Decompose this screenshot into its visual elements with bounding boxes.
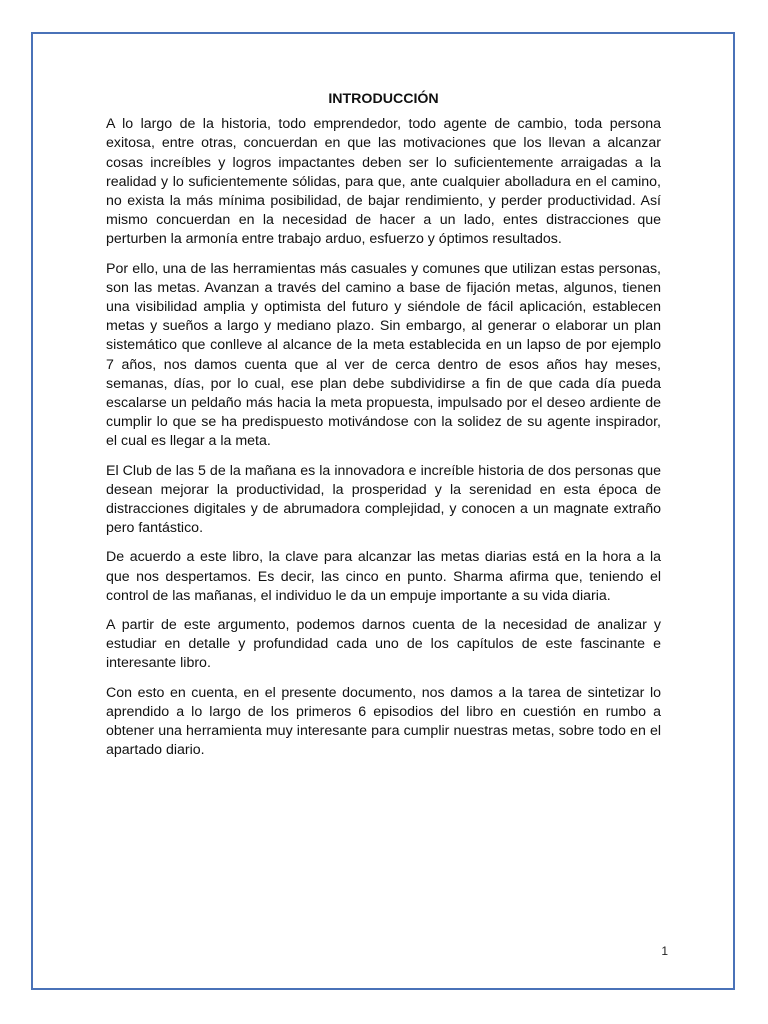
paragraph-2: Por ello, una de las herramientas más casuales y comunes que utilizan estas personas, son las metas. Avanzan a través del camino a base de fijación metas, algunos, tienen una visibilidad amplia y optimista del futuro y siéndole de fácil aplicación, establecen metas y sueños a largo y mediano plazo. Sin embargo, al generar o elaborar un plan sistemático que conlleve al alcance de la meta establecida en un lapso de por ejemplo 7 años, nos damos cuenta que al ver de cerca dentro de esos años hay meses, semanas, días, por lo cual, ese plan debe subdividirse a fin de que cada día pueda escalarse un peldaño más hacia la meta propuesta, impulsado por el deseo ardiente de cumplir lo que se ha predispuesto motivándose con la solidez de su agente inspirador, el cual es llegar a la meta. [106,260,661,450]
paragraph-4: De acuerdo a este libro, la clave para alcanzar las metas diarias está en la hora a la que nos despertamos. Es decir, las cinco en punto. Sharma afirma que, teniendo el control de las mañanas, el individuo le da un empuje importante a su vida diaria. [106,549,661,604]
document-body [106,90,661,771]
paragraph-6: Con esto en cuenta, en el presente documento, nos damos a la tarea de sintetizar lo aprendido a lo largo de los primeros 6 episodios del libro en cuestión en rumbo a obtener una herramienta muy interesante para cumplir nuestras metas, sobre todo en el apartado diario. [106,684,661,759]
paragraph-3: El Club de las 5 de la mañana es la innovadora e increíble historia de dos personas que desean mejorar la productividad, la prosperidad y la serenidad en esta época de distracciones digitales y de abrumadora complejidad, y conocen a un magnate extraño pero fantástico. [106,462,661,537]
paragraph-5: A partir de este argumento, podemos darnos cuenta de la necesidad de analizar y estudiar en detalle y profundidad cada uno de los capítulos de este fascinante e interesante libro. [106,617,661,672]
paragraph-1: A lo largo de la historia, todo emprendedor, todo agente de cambio, toda persona exitosa, entre otras, concuerdan en que las motivaciones que los llevan a alcanzar cosas increíbles y logros impactantes deben ser lo suficientemente arraigadas a la realidad y lo suficientemente sólidas, para que, ante cualquier abolladura en el camino, no exista la más mínima posibilidad, de bajar rendimiento, y perder productividad. Así mismo concuerdan en la necesidad de hacer a un lado, entes distracciones que perturben la armonía entre trabajo arduo, esfuerzo y óptimos resultados. [106,116,661,248]
document-title: INTRODUCCIÓN [328,91,439,107]
page-number: 1 [661,944,668,958]
